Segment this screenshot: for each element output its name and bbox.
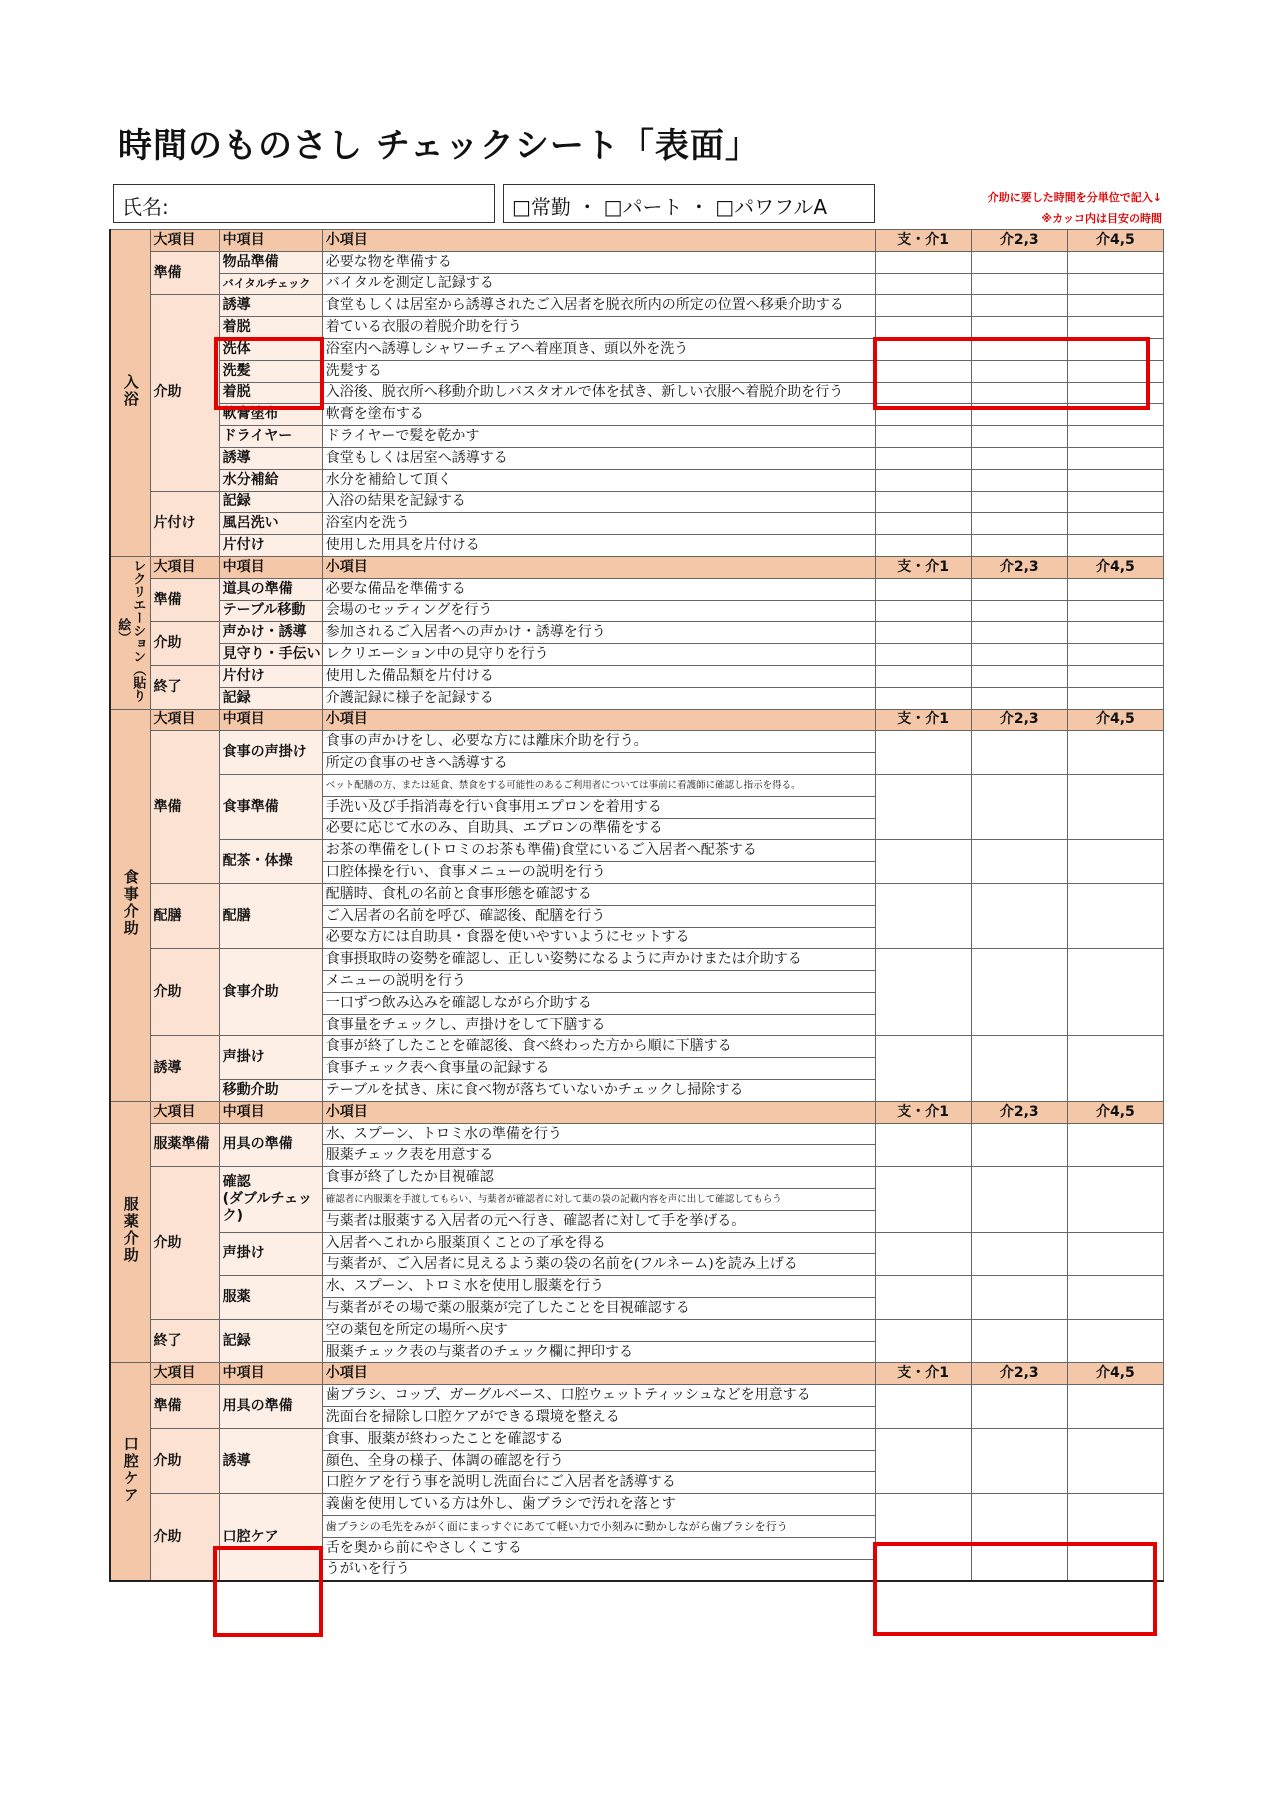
- major-item: 片付け: [150, 491, 219, 556]
- major-item: 準備: [150, 731, 219, 884]
- mid-item: 記録: [219, 1319, 322, 1363]
- time-input[interactable]: [971, 622, 1067, 644]
- minor-item: お茶の準備をし(トロミのお茶も準備)食堂にいるご入居者へ配茶する: [322, 840, 875, 862]
- mid-item: 声掛け: [219, 1232, 322, 1276]
- mid-item: 物品準備: [219, 251, 322, 273]
- instruction-note: 介助に要した時間を分単位で記入↓: [987, 191, 1162, 204]
- header-major: 大項目: [150, 1363, 219, 1385]
- mid-item: 水分補給: [219, 469, 322, 491]
- time-input[interactable]: [1067, 1123, 1163, 1167]
- minor-item: 浴室内を洗う: [322, 513, 875, 535]
- time-input[interactable]: [875, 1036, 971, 1101]
- time-input[interactable]: [1067, 600, 1163, 622]
- time-input[interactable]: [875, 665, 971, 687]
- time-input[interactable]: [1067, 273, 1163, 295]
- time-input[interactable]: [1067, 731, 1163, 775]
- header-time-45: 介4,5: [1067, 1101, 1163, 1123]
- mid-item: 用具の準備: [219, 1123, 322, 1167]
- minor-item: 歯ブラシ、コップ、ガーグルベース、口腔ウェットティッシュなどを用意する: [322, 1385, 875, 1407]
- header-mid: 中項目: [219, 230, 322, 252]
- time-input[interactable]: [875, 731, 971, 775]
- time-input[interactable]: [1067, 491, 1163, 513]
- minor-item: 必要な備品を準備する: [322, 578, 875, 600]
- time-input[interactable]: [875, 1319, 971, 1363]
- minor-item: 使用した用具を片付ける: [322, 535, 875, 557]
- mid-item: 口腔ケア: [219, 1494, 322, 1581]
- time-input[interactable]: [875, 535, 971, 557]
- major-item: 準備: [150, 578, 219, 622]
- time-input[interactable]: [875, 1385, 971, 1429]
- time-input[interactable]: [1067, 1232, 1163, 1276]
- header-minor: 小項目: [322, 1101, 875, 1123]
- time-input[interactable]: [875, 513, 971, 535]
- time-input[interactable]: [1067, 774, 1163, 839]
- minor-item: ベット配膳の方、または延食、禁食をする可能性のあるご利用者については事前に看護師に確認し指示を得る。: [322, 774, 875, 796]
- minor-item: 使用した備品類を片付ける: [322, 665, 875, 687]
- checklist-table: [109, 229, 1164, 1582]
- minor-item: 一口ずつ飲み込みを確認しながら介助する: [322, 992, 875, 1014]
- time-input[interactable]: [875, 426, 971, 448]
- time-input[interactable]: [875, 491, 971, 513]
- highlight-oral-care-item: [213, 1546, 323, 1637]
- minor-item: 入浴の結果を記録する: [322, 491, 875, 513]
- mid-item: 片付け: [219, 665, 322, 687]
- mid-item: 着脱: [219, 382, 322, 404]
- time-input[interactable]: [875, 469, 971, 491]
- major-item: 終了: [150, 1319, 219, 1363]
- time-input[interactable]: [1067, 883, 1163, 948]
- time-input[interactable]: [971, 273, 1067, 295]
- guideline-note: ※カッコ内は目安の時間: [1041, 212, 1162, 225]
- header-mid: 中項目: [219, 1101, 322, 1123]
- mid-item: 記録: [219, 687, 322, 709]
- time-input[interactable]: [971, 426, 1067, 448]
- highlight-bath-items: [214, 337, 324, 410]
- time-input[interactable]: [875, 644, 971, 666]
- minor-item: レクリエーション中の見守りを行う: [322, 644, 875, 666]
- time-input[interactable]: [971, 1123, 1067, 1167]
- mid-item: ドライヤー: [219, 426, 322, 448]
- minor-item: 洗面台を掃除し口腔ケアができる環境を整える: [322, 1407, 875, 1429]
- mid-item: 服薬: [219, 1276, 322, 1320]
- time-input[interactable]: [875, 1276, 971, 1320]
- time-input[interactable]: [875, 1428, 971, 1493]
- time-input[interactable]: [971, 731, 1067, 775]
- time-input[interactable]: [971, 687, 1067, 709]
- major-item: 準備: [150, 251, 219, 295]
- time-input[interactable]: [875, 949, 971, 1036]
- time-input[interactable]: [971, 1319, 1067, 1363]
- minor-item: 水、スプーン、トロミ水の準備を行う: [322, 1123, 875, 1145]
- minor-item: 歯ブラシの毛先をみがく面にまっすぐにあてて軽い力で小刻みに動かしながら歯ブラシを行う: [322, 1516, 875, 1538]
- major-item: 服薬準備: [150, 1123, 219, 1167]
- highlight-bath-time-cells: [873, 337, 1150, 410]
- mid-item: 洗体: [219, 338, 322, 360]
- time-input[interactable]: [971, 883, 1067, 948]
- mid-item: 配茶・体操: [219, 840, 322, 884]
- minor-item: 食事チェック表へ食事量の記録する: [322, 1058, 875, 1080]
- minor-item: 確認者に内服薬を手渡してもらい、与薬者が確認者に対して薬の袋の記載内容を声に出して確認してもらう: [322, 1189, 875, 1211]
- time-input[interactable]: [971, 447, 1067, 469]
- header-time-23: 介2,3: [971, 230, 1067, 252]
- time-input[interactable]: [1067, 469, 1163, 491]
- major-item: 配膳: [150, 883, 219, 948]
- mid-item: 誘導: [219, 447, 322, 469]
- minor-item: 必要に応じて水のみ、自助具、エプロンの準備をする: [322, 818, 875, 840]
- time-input[interactable]: [971, 251, 1067, 273]
- time-input[interactable]: [1067, 1428, 1163, 1493]
- major-item: 介助: [150, 1494, 219, 1581]
- minor-item: 義歯を使用している方は外し、歯ブラシで汚れを落とす: [322, 1494, 875, 1516]
- time-input[interactable]: [971, 1385, 1067, 1429]
- time-input[interactable]: [971, 295, 1067, 317]
- minor-item: テーブルを拭き、床に食べ物が落ちていないかチェックし掃除する: [322, 1080, 875, 1102]
- minor-item: 着ている衣服の着脱介助を行う: [322, 317, 875, 339]
- minor-item: 会場のセッティングを行う: [322, 600, 875, 622]
- header-mid: 中項目: [219, 1363, 322, 1385]
- header-time-23: 介2,3: [971, 709, 1067, 731]
- minor-item: 水、スプーン、トロミ水を使用し服薬を行う: [322, 1276, 875, 1298]
- section-bath: 入浴: [110, 230, 150, 557]
- mid-item: 誘導: [219, 295, 322, 317]
- minor-item: メニューの説明を行う: [322, 971, 875, 993]
- major-item: 介助: [150, 622, 219, 666]
- time-input[interactable]: [1067, 535, 1163, 557]
- time-input[interactable]: [971, 644, 1067, 666]
- time-input[interactable]: [875, 840, 971, 884]
- minor-item: 口腔体操を行い、食事メニューの説明を行う: [322, 862, 875, 884]
- time-input[interactable]: [875, 622, 971, 644]
- minor-item: 入浴後、脱衣所へ移動介助しバスタオルで体を拭き、新しい衣服へ着脱介助を行う: [322, 382, 875, 404]
- highlight-oral-care-time-cells: [873, 1542, 1157, 1636]
- mid-item: 洗髪: [219, 360, 322, 382]
- minor-item: 手洗い及び手指消毒を行い食事用エプロンを着用する: [322, 796, 875, 818]
- time-input[interactable]: [1067, 447, 1163, 469]
- time-input[interactable]: [971, 491, 1067, 513]
- minor-item: 必要な物を準備する: [322, 251, 875, 273]
- header-minor: 小項目: [322, 709, 875, 731]
- minor-item: 服薬チェック表の与薬者のチェック欄に押印する: [322, 1341, 875, 1363]
- time-input[interactable]: [971, 317, 1067, 339]
- major-item: 終了: [150, 665, 219, 709]
- section-recreation: レクリエーション（貼り絵）: [110, 556, 150, 709]
- major-item: 介助: [150, 1428, 219, 1493]
- minor-item: 参加されるご入居者への声かけ・誘導を行う: [322, 622, 875, 644]
- time-input[interactable]: [875, 317, 971, 339]
- header-time-1: 支・介1: [875, 709, 971, 731]
- minor-item: 服薬チェック表を用意する: [322, 1145, 875, 1167]
- time-input[interactable]: [875, 295, 971, 317]
- time-input[interactable]: [1067, 251, 1163, 273]
- major-item: 準備: [150, 1385, 219, 1429]
- name-label: 氏名:: [122, 195, 169, 219]
- name-field[interactable]: [113, 184, 495, 223]
- time-input[interactable]: [1067, 295, 1163, 317]
- time-input[interactable]: [1067, 1276, 1163, 1320]
- time-input[interactable]: [1067, 622, 1163, 644]
- time-input[interactable]: [875, 251, 971, 273]
- minor-item: 洗髪する: [322, 360, 875, 382]
- minor-item: 入居者へこれから服薬頂くことの了承を得る: [322, 1232, 875, 1254]
- header-major: 大項目: [150, 230, 219, 252]
- time-input[interactable]: [971, 578, 1067, 600]
- time-input[interactable]: [971, 774, 1067, 839]
- time-input[interactable]: [1067, 1385, 1163, 1429]
- header-time-45: 介4,5: [1067, 556, 1163, 578]
- minor-item: 食事が終了したか目視確認: [322, 1167, 875, 1189]
- time-input[interactable]: [1067, 578, 1163, 600]
- mid-item: 食事介助: [219, 949, 322, 1036]
- minor-item: 与薬者が、ご入居者に見えるよう薬の袋の名前を(フルネーム)を読み上げる: [322, 1254, 875, 1276]
- time-input[interactable]: [1067, 687, 1163, 709]
- minor-item: 配膳時、食札の名前と食事形態を確認する: [322, 883, 875, 905]
- mid-item: 食事の声掛け: [219, 731, 322, 775]
- header-time-23: 介2,3: [971, 1363, 1067, 1385]
- time-input[interactable]: [1067, 1167, 1163, 1232]
- mid-item: 着脱: [219, 317, 322, 339]
- header-time-45: 介4,5: [1067, 230, 1163, 252]
- time-input[interactable]: [875, 1232, 971, 1276]
- time-input[interactable]: [971, 513, 1067, 535]
- time-input[interactable]: [1067, 426, 1163, 448]
- time-input[interactable]: [875, 774, 971, 839]
- time-input[interactable]: [971, 1167, 1067, 1232]
- time-input[interactable]: [971, 535, 1067, 557]
- minor-item: 舌を奥から前にやさしくこする: [322, 1537, 875, 1559]
- minor-item: うがいを行う: [322, 1559, 875, 1581]
- header-major: 大項目: [150, 709, 219, 731]
- minor-item: 食事摂取時の姿勢を確認し、正しい姿勢になるように声かけまたは介助する: [322, 949, 875, 971]
- minor-item: 口腔ケアを行う事を説明し洗面台にご入居者を誘導する: [322, 1472, 875, 1494]
- minor-item: 食堂もしくは居室へ誘導する: [322, 447, 875, 469]
- time-input[interactable]: [875, 1167, 971, 1232]
- header-minor: 小項目: [322, 230, 875, 252]
- major-item: 介助: [150, 949, 219, 1036]
- header-minor: 小項目: [322, 556, 875, 578]
- time-input[interactable]: [1067, 1036, 1163, 1101]
- time-input[interactable]: [1067, 644, 1163, 666]
- major-item: 介助: [150, 295, 219, 491]
- header-time-45: 介4,5: [1067, 1363, 1163, 1385]
- minor-item: 浴室内へ誘導しシャワーチェアへ着座頂き、頭以外を洗う: [322, 338, 875, 360]
- mid-item: 用具の準備: [219, 1385, 322, 1429]
- mid-item: テーブル移動: [219, 600, 322, 622]
- minor-item: バイタルを測定し記録する: [322, 273, 875, 295]
- header-minor: 小項目: [322, 1363, 875, 1385]
- time-input[interactable]: [971, 949, 1067, 1036]
- minor-item: 与薬者は服薬する入居者の元へ行き、確認者に対して手を挙げる。: [322, 1210, 875, 1232]
- mid-item: 記録: [219, 491, 322, 513]
- section-oral-care: 口腔ケア: [110, 1363, 150, 1581]
- minor-item: 食事量をチェックし、声掛けをして下膳する: [322, 1014, 875, 1036]
- mid-item: バイタルチェック: [219, 273, 322, 295]
- time-input[interactable]: [1067, 317, 1163, 339]
- major-item: 誘導: [150, 1036, 219, 1101]
- header-mid: 中項目: [219, 556, 322, 578]
- header-time-1: 支・介1: [875, 1363, 971, 1385]
- header-time-1: 支・介1: [875, 556, 971, 578]
- minor-item: 軟膏を塗布する: [322, 404, 875, 426]
- time-input[interactable]: [875, 1123, 971, 1167]
- time-input[interactable]: [1067, 1319, 1163, 1363]
- minor-item: 食堂もしくは居室から誘導されたご入居者を脱衣所内の所定の位置へ移乗介助する: [322, 295, 875, 317]
- minor-item: 必要な方には自助具・食器を使いやすいようにセットする: [322, 927, 875, 949]
- major-item: 介助: [150, 1167, 219, 1320]
- minor-item: ドライヤーで髪を乾かす: [322, 426, 875, 448]
- minor-item: 与薬者がその場で薬の服薬が完了したことを目視確認する: [322, 1298, 875, 1320]
- mid-item: 片付け: [219, 535, 322, 557]
- mid-item: 道具の準備: [219, 578, 322, 600]
- time-input[interactable]: [1067, 665, 1163, 687]
- time-input[interactable]: [1067, 840, 1163, 884]
- time-input[interactable]: [971, 1232, 1067, 1276]
- minor-item: 水分を補給して頂く: [322, 469, 875, 491]
- header-time-23: 介2,3: [971, 1101, 1067, 1123]
- time-input[interactable]: [971, 600, 1067, 622]
- minor-item: 食事の声かけをし、必要な方には離床介助を行う。: [322, 731, 875, 753]
- minor-item: 食事が終了したことを確認後、食べ終わった方から順に下膳する: [322, 1036, 875, 1058]
- mid-item: 誘導: [219, 1428, 322, 1493]
- time-input[interactable]: [875, 687, 971, 709]
- time-input[interactable]: [1067, 949, 1163, 1036]
- mid-item: 食事準備: [219, 774, 322, 839]
- header-time-23: 介2,3: [971, 556, 1067, 578]
- mid-item: 移動介助: [219, 1080, 322, 1102]
- time-input[interactable]: [971, 665, 1067, 687]
- time-input[interactable]: [875, 447, 971, 469]
- section-medication: 服薬介助: [110, 1101, 150, 1363]
- time-input[interactable]: [875, 273, 971, 295]
- mid-item: 確認 (ダブルチェック): [219, 1167, 322, 1232]
- time-input[interactable]: [971, 1036, 1067, 1101]
- time-input[interactable]: [971, 1428, 1067, 1493]
- minor-item: 空の薬包を所定の場所へ戻す: [322, 1319, 875, 1341]
- time-input[interactable]: [875, 883, 971, 948]
- time-input[interactable]: [1067, 513, 1163, 535]
- employment-type-options[interactable]: □常勤 ・ □パート ・ □パワフルA: [503, 184, 875, 223]
- minor-item: 顔色、全身の様子、体調の確認を行う: [322, 1450, 875, 1472]
- section-meal: 食事介助: [110, 709, 150, 1101]
- header-major: 大項目: [150, 556, 219, 578]
- mid-item: 軟膏塗布: [219, 404, 322, 426]
- mid-item: 配膳: [219, 883, 322, 948]
- mid-item: 声掛け: [219, 1036, 322, 1080]
- page-title: 時間のものさし チェックシート「表面」: [118, 126, 760, 166]
- time-input[interactable]: [875, 600, 971, 622]
- header-time-1: 支・介1: [875, 1101, 971, 1123]
- time-input[interactable]: [971, 840, 1067, 884]
- minor-item: ご入居者の名前を呼び、確認後、配膳を行う: [322, 905, 875, 927]
- time-input[interactable]: [875, 578, 971, 600]
- header-major: 大項目: [150, 1101, 219, 1123]
- minor-item: 食事、服薬が終わったことを確認する: [322, 1428, 875, 1450]
- minor-item: 介護記録に様子を記録する: [322, 687, 875, 709]
- header-time-1: 支・介1: [875, 230, 971, 252]
- time-input[interactable]: [971, 1276, 1067, 1320]
- mid-item: 見守り・手伝い: [219, 644, 322, 666]
- header-time-45: 介4,5: [1067, 709, 1163, 731]
- mid-item: 風呂洗い: [219, 513, 322, 535]
- time-input[interactable]: [971, 469, 1067, 491]
- minor-item: 所定の食事のせきへ誘導する: [322, 753, 875, 775]
- header-mid: 中項目: [219, 709, 322, 731]
- mid-item: 声かけ・誘導: [219, 622, 322, 644]
